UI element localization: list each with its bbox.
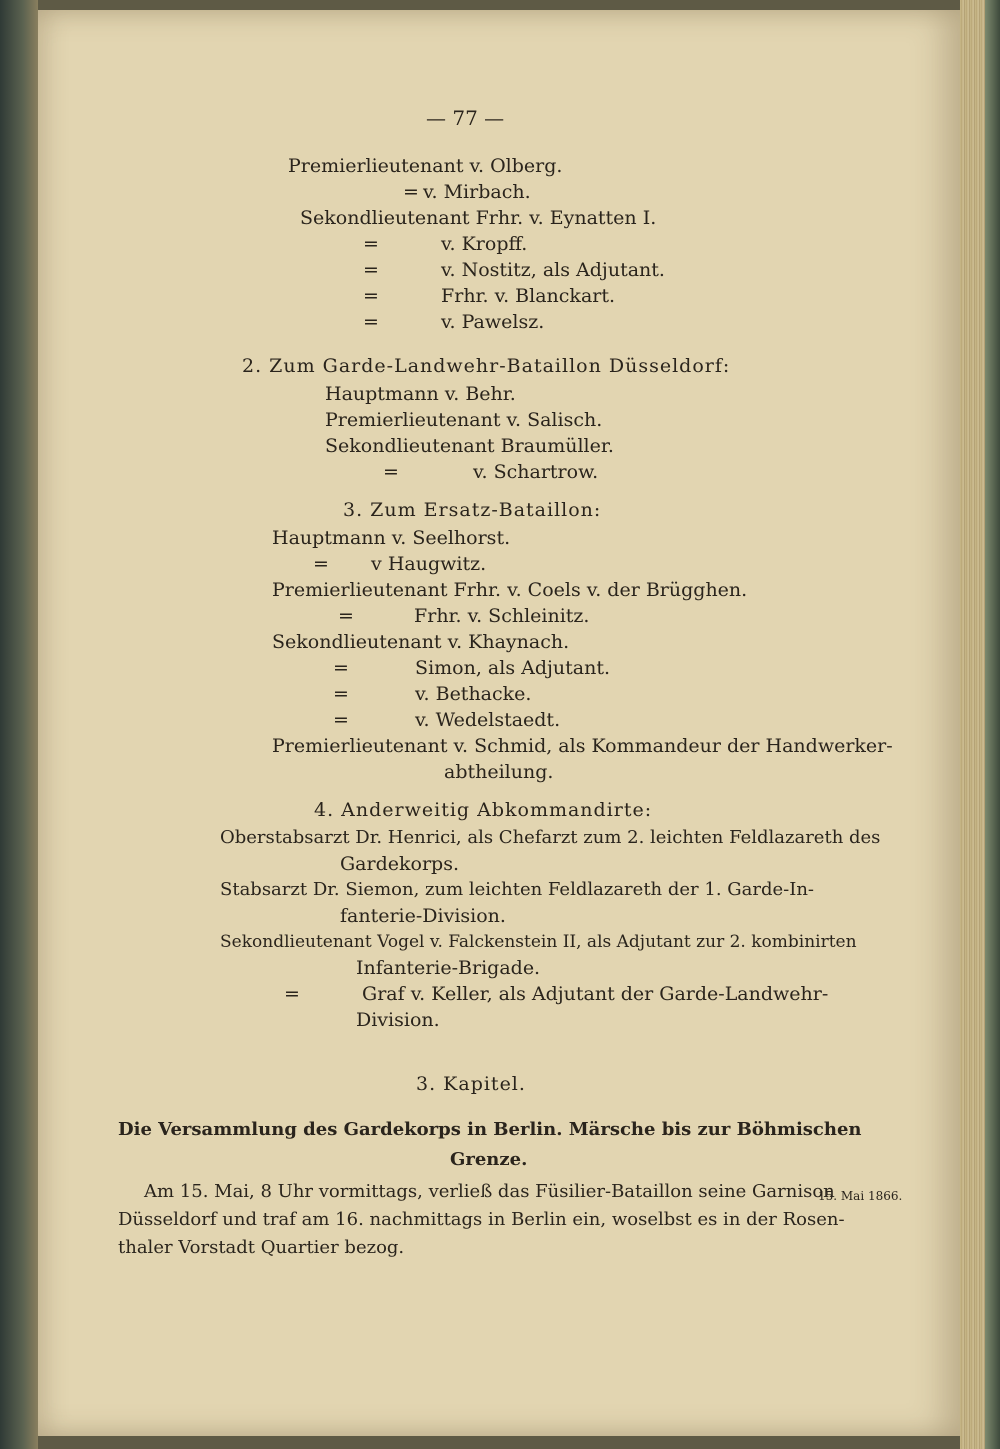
list-item: = Frhr. v. Blanckart. (363, 285, 616, 307)
ditto-mark: = (333, 683, 349, 705)
list-item: = Simon, als Adjutant. (333, 657, 610, 679)
list-item: fanterie-Division. (340, 905, 506, 927)
body-paragraph-line: Düsseldorf und traf am 16. nachmittags in Berlin ein, woselbst es in der Rosen- (118, 1209, 845, 1230)
body-paragraph-line: Am 15. Mai, 8 Uhr vormittags, verließ das Füsilier-Bataillon seine Garnison (144, 1181, 835, 1202)
list-item: = v Haugwitz. (313, 553, 487, 575)
list-item: Infanterie-Brigade. (356, 957, 541, 979)
list-item: Hauptmann v. Behr. (325, 383, 516, 405)
list-item: = v. Pawelsz. (363, 311, 545, 333)
margin-date-note: 15. Mai 1866. (818, 1189, 903, 1203)
list-item: Oberstabsarzt Dr. Henrici, als Chefarzt zum 2. leichten Feldlazareth des (220, 827, 881, 848)
ditto-mark: = (363, 233, 379, 255)
list-item: = v. Nostitz, als Adjutant. (363, 259, 665, 281)
ditto-mark: = (363, 311, 379, 333)
list-item: Sekondlieutenant Frhr. v. Eynatten I. (300, 207, 657, 229)
ditto-mark: = (333, 709, 349, 731)
list-item: = v. Bethacke. (333, 683, 532, 705)
list-item: = Frhr. v. Schleinitz. (338, 605, 590, 627)
list-item: Hauptmann v. Seelhorst. (272, 527, 511, 549)
chapter-label: 3. Kapitel. (416, 1073, 526, 1095)
list-item: Premierlieutenant Frhr. v. Coels v. der Brügghen. (272, 579, 748, 601)
section-heading: 4. Anderweitig Abkommandirte: (314, 799, 653, 821)
chapter-title: Die Versammlung des Gardekorps in Berlin. Märsche bis zur Böhmischen (118, 1119, 862, 1140)
section-heading: 3. Zum Ersatz-Bataillon: (343, 499, 602, 521)
ditto-mark: = (313, 553, 329, 575)
ditto-mark: = (333, 657, 349, 679)
list-item: Division. (356, 1009, 440, 1031)
list-item: = v. Schartrow. (383, 461, 599, 483)
ditto-mark: = (284, 983, 300, 1005)
list-item: = v. Kropff. (363, 233, 528, 255)
list-item: = Graf v. Keller, als Adjutant der Garde-Landwehr- (284, 983, 829, 1005)
list-item: = v. Wedelstaedt. (333, 709, 561, 731)
page-number: — 77 — (426, 106, 505, 130)
ditto-mark: = (338, 605, 354, 627)
list-item: Premierlieutenant v. Olberg. (288, 155, 563, 177)
list-item: Sekondlieutenant Vogel v. Falckenstein II, als Adjutant zur 2. kombinirten (220, 932, 857, 952)
list-item: Gardekorps. (340, 853, 459, 875)
book-cover-right (985, 0, 1000, 1449)
list-item: Sekondlieutenant Braumüller. (325, 435, 614, 457)
list-item: Premierlieutenant v. Salisch. (325, 409, 603, 431)
list-item: Premierlieutenant v. Schmid, als Kommandeur der Handwerker- (272, 735, 893, 757)
book-page (38, 10, 960, 1436)
section-heading: 2. Zum Garde-Landwehr-Bataillon Düsseldorf: (242, 355, 731, 377)
ditto-mark: = (363, 285, 379, 307)
book-binding-left (0, 0, 38, 1449)
list-item: Sekondlieutenant v. Khaynach. (272, 631, 570, 653)
list-item: abtheilung. (444, 761, 554, 783)
list-item: Stabsarzt Dr. Siemon, zum leichten Feldlazareth der 1. Garde-In- (220, 879, 815, 900)
ditto-mark: = (383, 461, 399, 483)
ditto-mark: = (363, 259, 379, 281)
list-item: = v. Mirbach. (403, 181, 531, 203)
body-paragraph-line: thaler Vorstadt Quartier bezog. (118, 1237, 405, 1258)
chapter-title-continued: Grenze. (450, 1149, 528, 1170)
ditto-mark: = (403, 181, 419, 203)
